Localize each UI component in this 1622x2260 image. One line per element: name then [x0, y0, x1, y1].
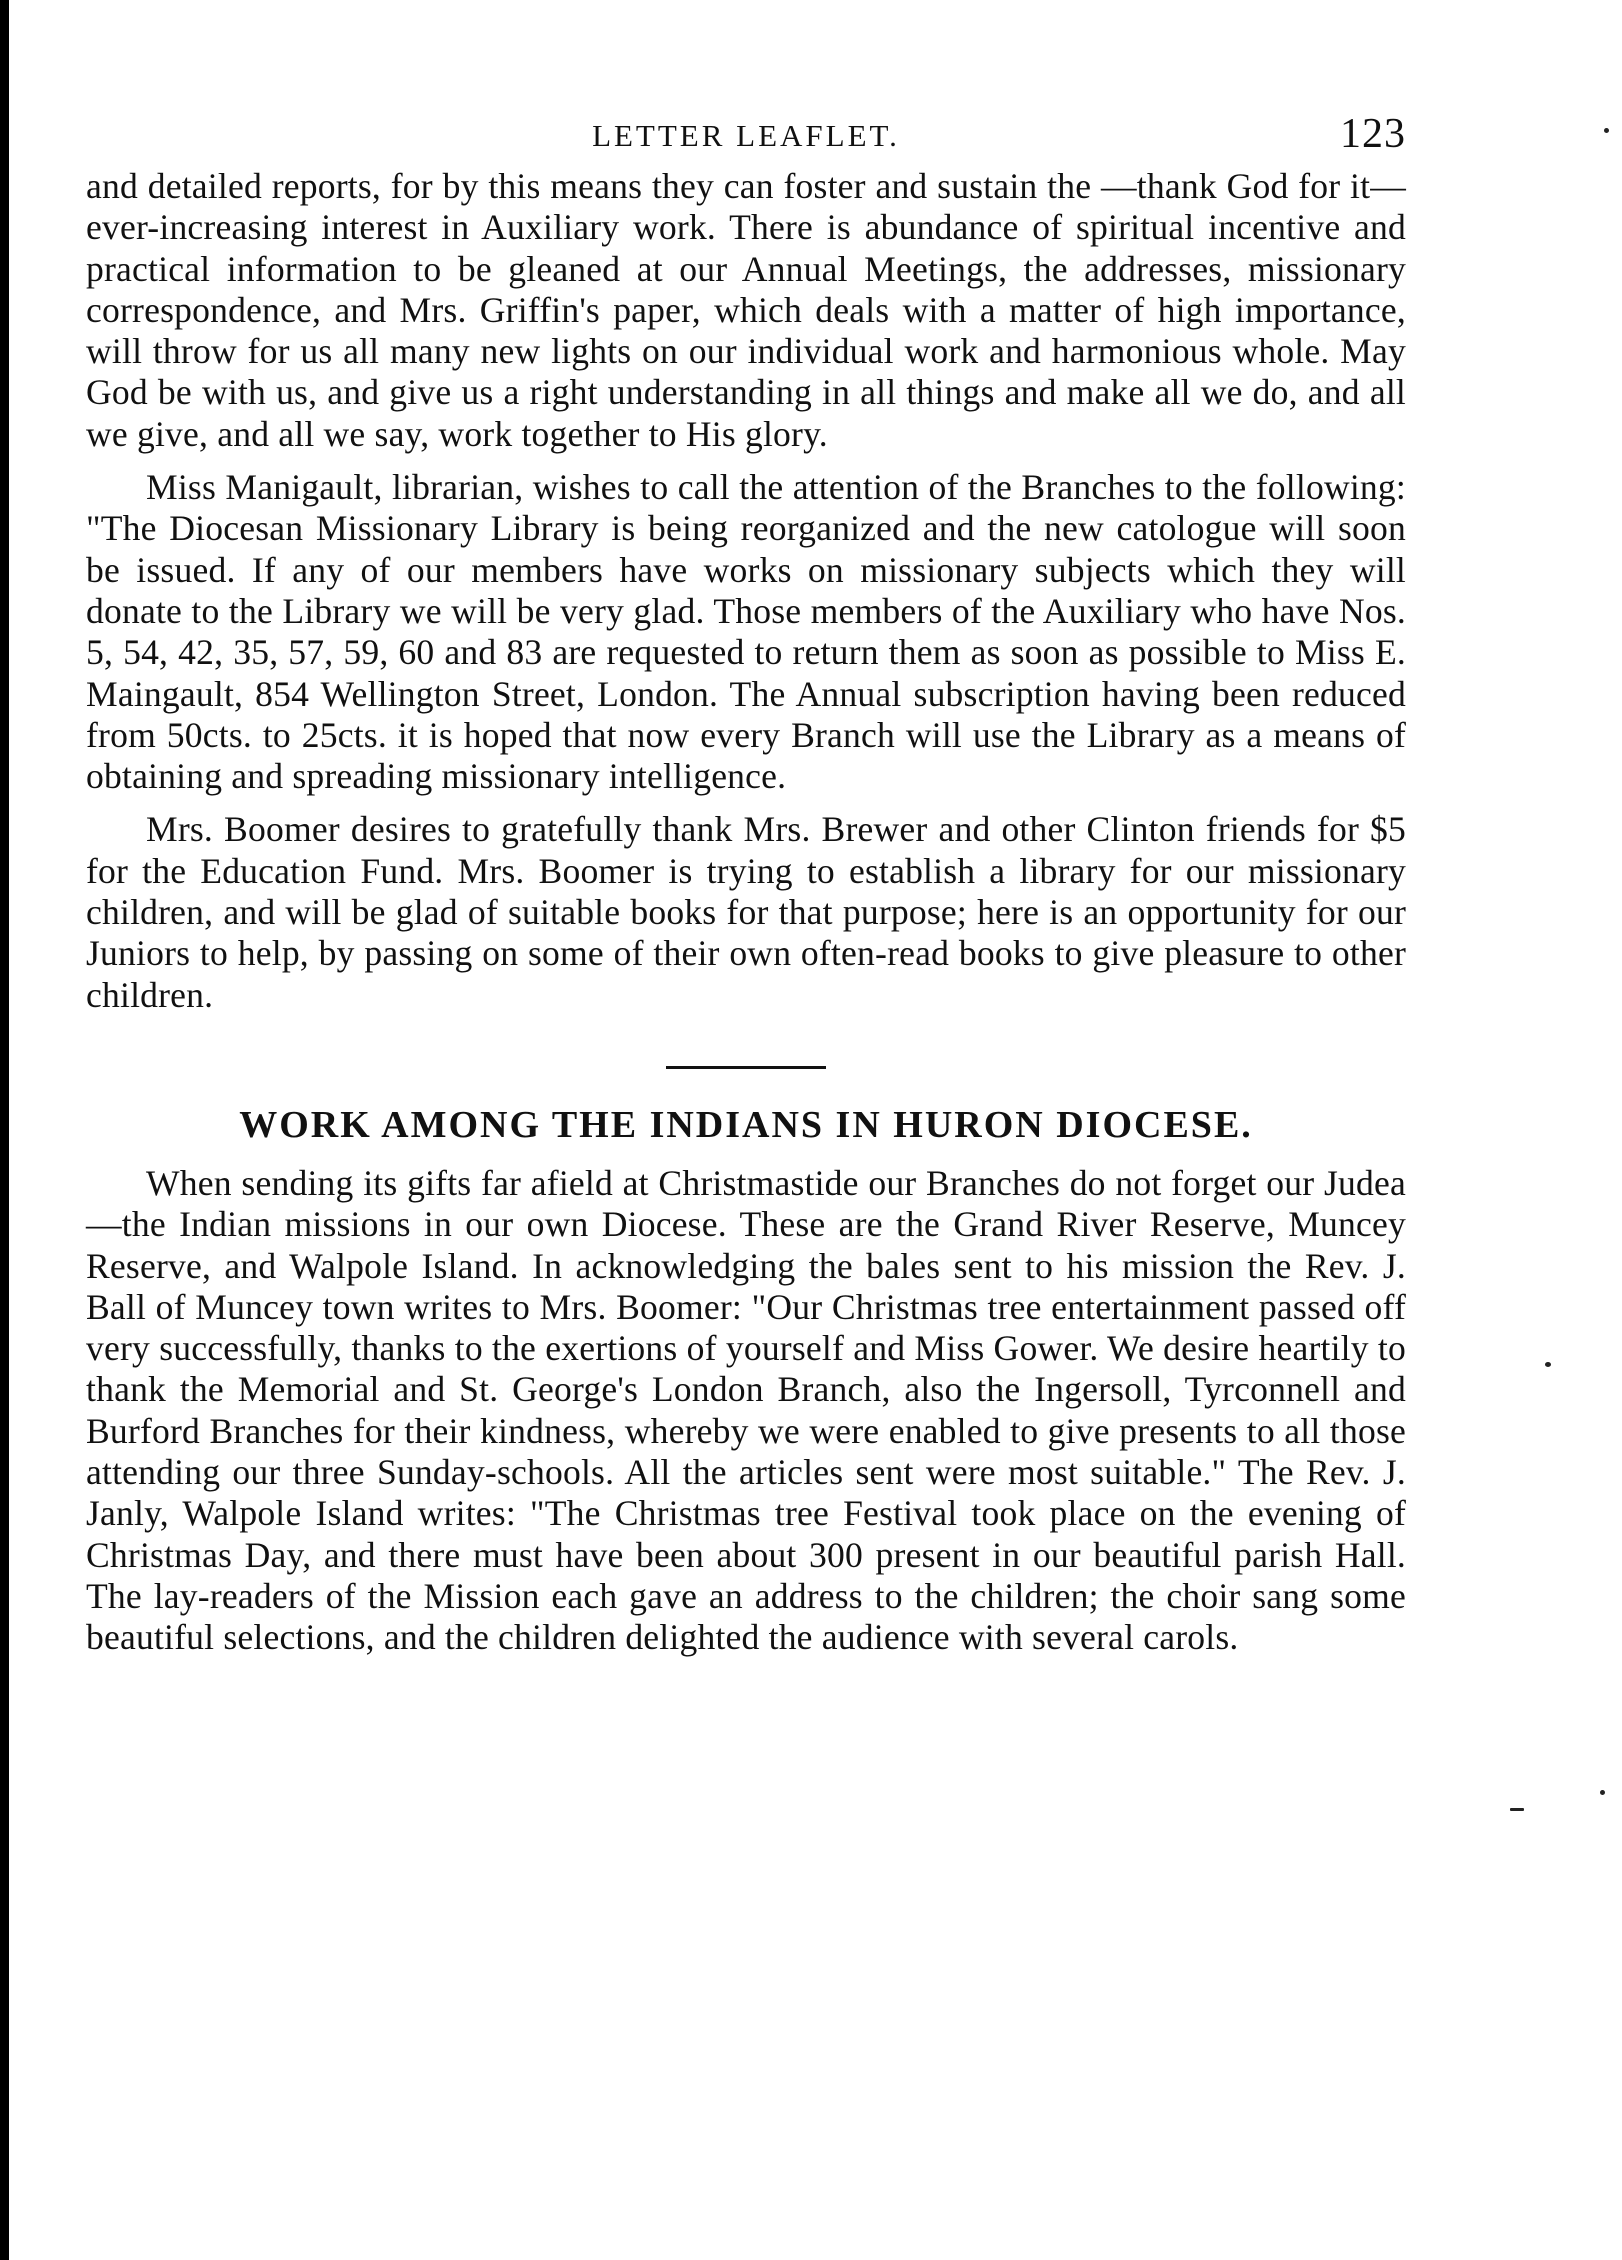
scan-speck [1600, 1790, 1605, 1795]
scan-speck [1604, 128, 1609, 133]
paragraph-library-notice: Miss Manigault, librarian, wishes to call the attention of the Branches to the following: "The Diocesan Missionary Library is being reorganized and the new catologue will soon be issued. If any of our members have works on missionary subjects which they will donate to the Library we will be very glad. Those members of the Auxiliary who have Nos. 5, 54, 42, 35, 57, 59, 60 and 83 are requested to return them as soon as possible to Miss E. Maingault, 854 Wellington Street, London. The Annual subscription having been reduced from 50cts. to 25cts. it is hoped that now every Branch will use the Library as a means of obtaining and spreading missionary intelligence. [86, 467, 1406, 797]
scan-edge-shadow [0, 0, 9, 2260]
scan-speck [1510, 1808, 1524, 1811]
page [86, 110, 1406, 1659]
page-header [86, 110, 1406, 166]
running-head: LETTER LEAFLET. [592, 118, 900, 153]
paragraph-continued: and detailed reports, for by this means they can foster and sustain the —thank God for it—ever-increasing interest in Auxiliary work. There is abundance of spiritual incentive and practical information to be gleaned at our Annual Meetings, the addresses, missionary correspondence, and Mrs. Griffin's paper, which deals with a matter of high importance, will throw for us all many new lights on our individual work and harmonious whole. May God be with us, and give us a right understanding in all things and make all we do, and all we give, and all we say, work together to His glory. [86, 166, 1406, 454]
scan-speck [1545, 1362, 1551, 1367]
paragraph-boomer-thanks: Mrs. Boomer desires to gratefully thank Mrs. Brewer and other Clinton friends for $5 for the Education Fund. Mrs. Boomer is trying to establish a library for our missionary children, and will be glad of suitable books for that purpose; here is an opportunity for our Juniors to help, by passing on some of their own often-read books to give pleasure to other children. [86, 809, 1406, 1015]
paragraph-indian-missions: When sending its gifts far afield at Christmastide our Branches do not forget our Judea—the Indian missions in our own Diocese. These are the Grand River Reserve, Muncey Reserve, and Walpole Island. In acknowledging the bales sent to his mission the Rev. J. Ball of Muncey town writes to Mrs. Boomer: "Our Christmas tree entertainment passed off very successfully, thanks to the exertions of yourself and Miss Gower. We desire heartily to thank the Memorial and St. George's London Branch, also the Ingersoll, Tyrconnell and Burford Branches for their kindness, whereby we were enabled to give presents to all those attending our three Sunday-schools. All the articles sent were most suitable." The Rev. J. Janly, Walpole Island writes: "The Christmas tree Festival took place on the evening of Christmas Day, and there must have been about 300 present in our beautiful parish Hall. The lay-readers of the Mission each gave an address to the children; the choir sang some beautiful selections, and the children delighted the audience with several carols. [86, 1162, 1406, 1658]
section-heading: WORK AMONG THE INDIANS IN HURON DIOCESE. [239, 1103, 1253, 1146]
section-divider [666, 1066, 826, 1069]
page-number: 123 [1340, 111, 1406, 157]
